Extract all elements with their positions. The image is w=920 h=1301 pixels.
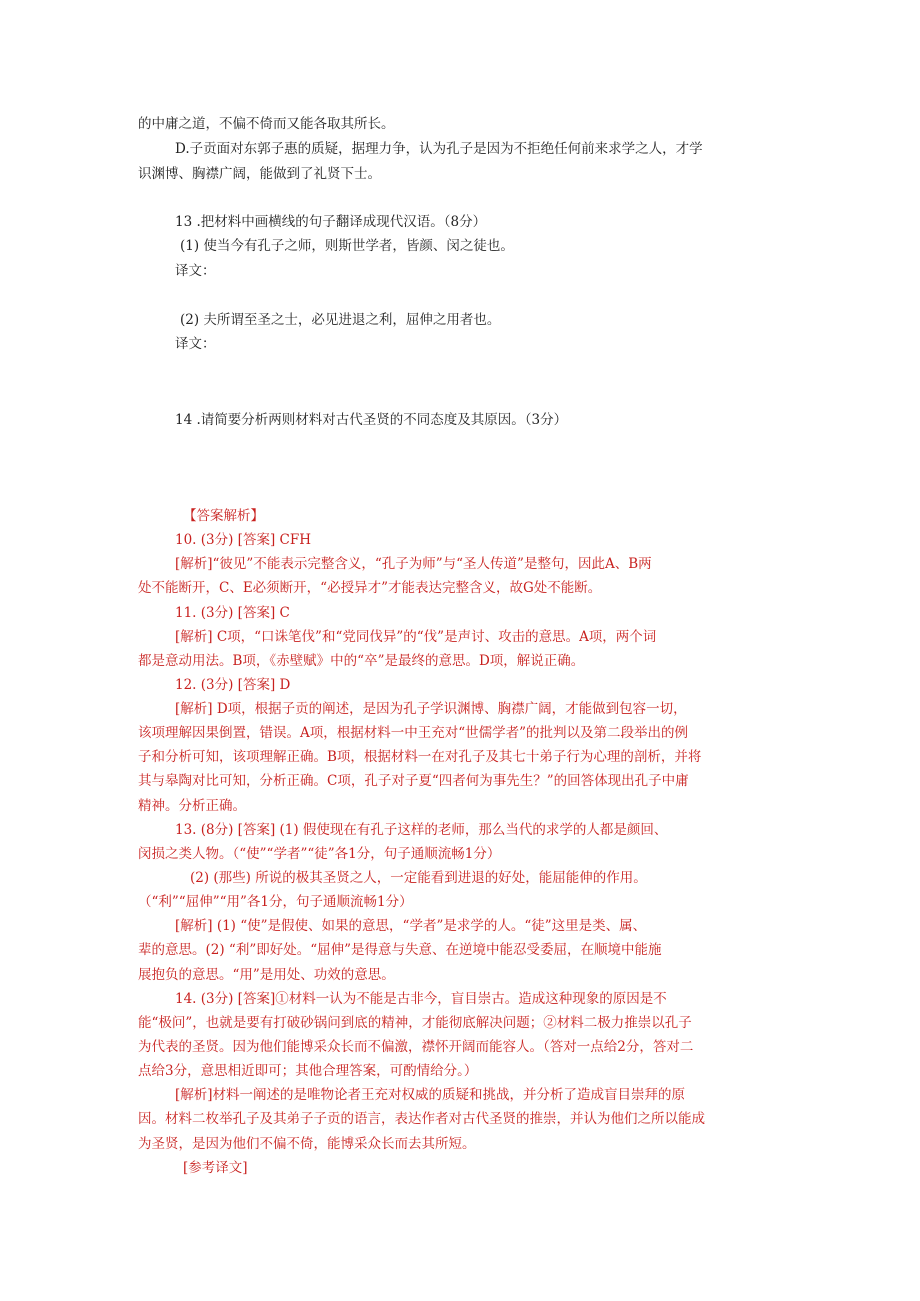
answer-12-heading: 12. (3分) [答案] D [175,677,291,693]
analysis-line: (2) (那些) 所说的极其圣贤之人，一定能看到进退的好处，能屈能伸的作用。 [190,870,647,886]
question-13-heading: 13 .把材料中画横线的句子翻译成现代汉语。（8分） [175,214,487,230]
translation-label: 译文： [175,336,216,352]
analysis-line: 为圣贤，是因为他们不偏不倚，能博采众长而去其所短。 [138,1136,476,1152]
question-13-sentence-1: (1) 使当今有孔子之师，则斯世学者，皆颜、闵之徒也。 [180,238,514,254]
answer-11-heading: 11. (3分) [答案] C [175,605,290,621]
analysis-line: 点给3分，意思相近即可；其他合理答案，可酌情给分。） [138,1063,478,1079]
analysis-line: 处不能断开，C、E必须断开，“必授异才”才能表达完整含义，故G处不能断。 [138,580,602,596]
analysis-line: （“利”“屈伸”“用”各1分，句子通顺流畅1分） [138,894,413,910]
answer-10-heading: 10. (3分) [答案] CFH [175,532,311,548]
question-14-heading: 14 .请简要分析两则材料对古代圣贤的不同态度及其原因。（3分） [175,412,568,428]
analysis-line: 闵损之类人物。（“使”“学者”“徒”各1分，句子通顺流畅1分） [138,846,501,862]
analysis-line: 能“极问”，也就是要有打破砂锅问到底的精神，才能彻底解决问题；②材料二极力推崇以孔子 [138,1015,692,1031]
analysis-line: [解析] D项，根据子贡的阐述，是因为孔子学识渊博、胸襟广阔，才能做到包容一切， [175,701,687,717]
answer-section-title: 【答案解析】 [183,508,264,524]
analysis-line: [解析]“彼见”不能表示完整含义，“孔子为师”与“圣人传道”是整句，因此A、B两 [175,556,652,572]
analysis-line: 为代表的圣贤。因为他们能博采众长而不偏激，襟怀开阔而能容人。（答对一点给2分，答对二 [138,1039,694,1055]
analysis-line: 其与皋陶对比可知，分析正确。C项，孔子对子夏“四者何为事先生？”的回答体现出孔子中庸 [138,773,689,789]
analysis-line: 辈的意思。(2) “利”即好处。“屈伸”是得意与失意、在逆境中能忍受委屈，在顺境中能施 [138,942,662,958]
analysis-line: [解析] (1) “使”是假使、如果的意思，“学者”是求学的人。“徒”这里是类、属、 [175,918,647,934]
analysis-line: 精神。分析正确。 [138,798,246,814]
question-13-sentence-2: (2) 夫所谓至圣之士，必见进退之利，屈伸之用者也。 [180,312,501,328]
analysis-line: [解析]材料一阐述的是唯物论者王充对权威的质疑和挑战，并分析了造成盲目崇拜的原 [175,1087,686,1103]
translation-label: 译文： [175,263,216,279]
analysis-line: [解析] C项，“口诛笔伐”和“党同伐异”的“伐”是声讨、攻击的意思。A项，两个词 [175,629,657,645]
reference-translation-title: [参考译文] [183,1160,248,1176]
answer-14-heading: 14. (3分) [答案]①材料一认为不能是古非今，盲目崇古。造成这种现象的原因是不 [175,991,667,1007]
answer-13-heading: 13. (8分) [答案] (1) 假使现在有孔子这样的老师，那么当代的求学的人都是颜回、 [175,822,668,838]
analysis-line: 子和分析可知，该项理解正确。B项，根据材料一在对孔子及其七十弟子行为心理的剖析，并将 [138,749,702,765]
analysis-line: 展抱负的意思。“用”是用处、功效的意思。 [138,967,395,983]
text-line: 识渊博、胸襟广阔，能做到了礼贤下士。 [138,166,381,182]
text-line: 的中庸之道，不偏不倚而又能各取其所长。 [138,116,395,132]
analysis-line: 该项理解因果倒置，错误。A项，根据材料一中王充对“世儒学者”的批判以及第二段举出的例 [138,725,689,741]
text-line: D.子贡面对东郭子惠的质疑，据理力争，认为孔子是因为不拒绝任何前来求学之人，才学 [175,141,703,157]
analysis-line: 因。材料二枚举孔子及其弟子子贡的语言，表达作者对古代圣贤的推崇，并认为他们之所以能成 [138,1111,705,1127]
analysis-line: 都是意动用法。B项，《赤壁赋》中的“卒”是最终的意思。D项，解说正确。 [138,653,585,669]
